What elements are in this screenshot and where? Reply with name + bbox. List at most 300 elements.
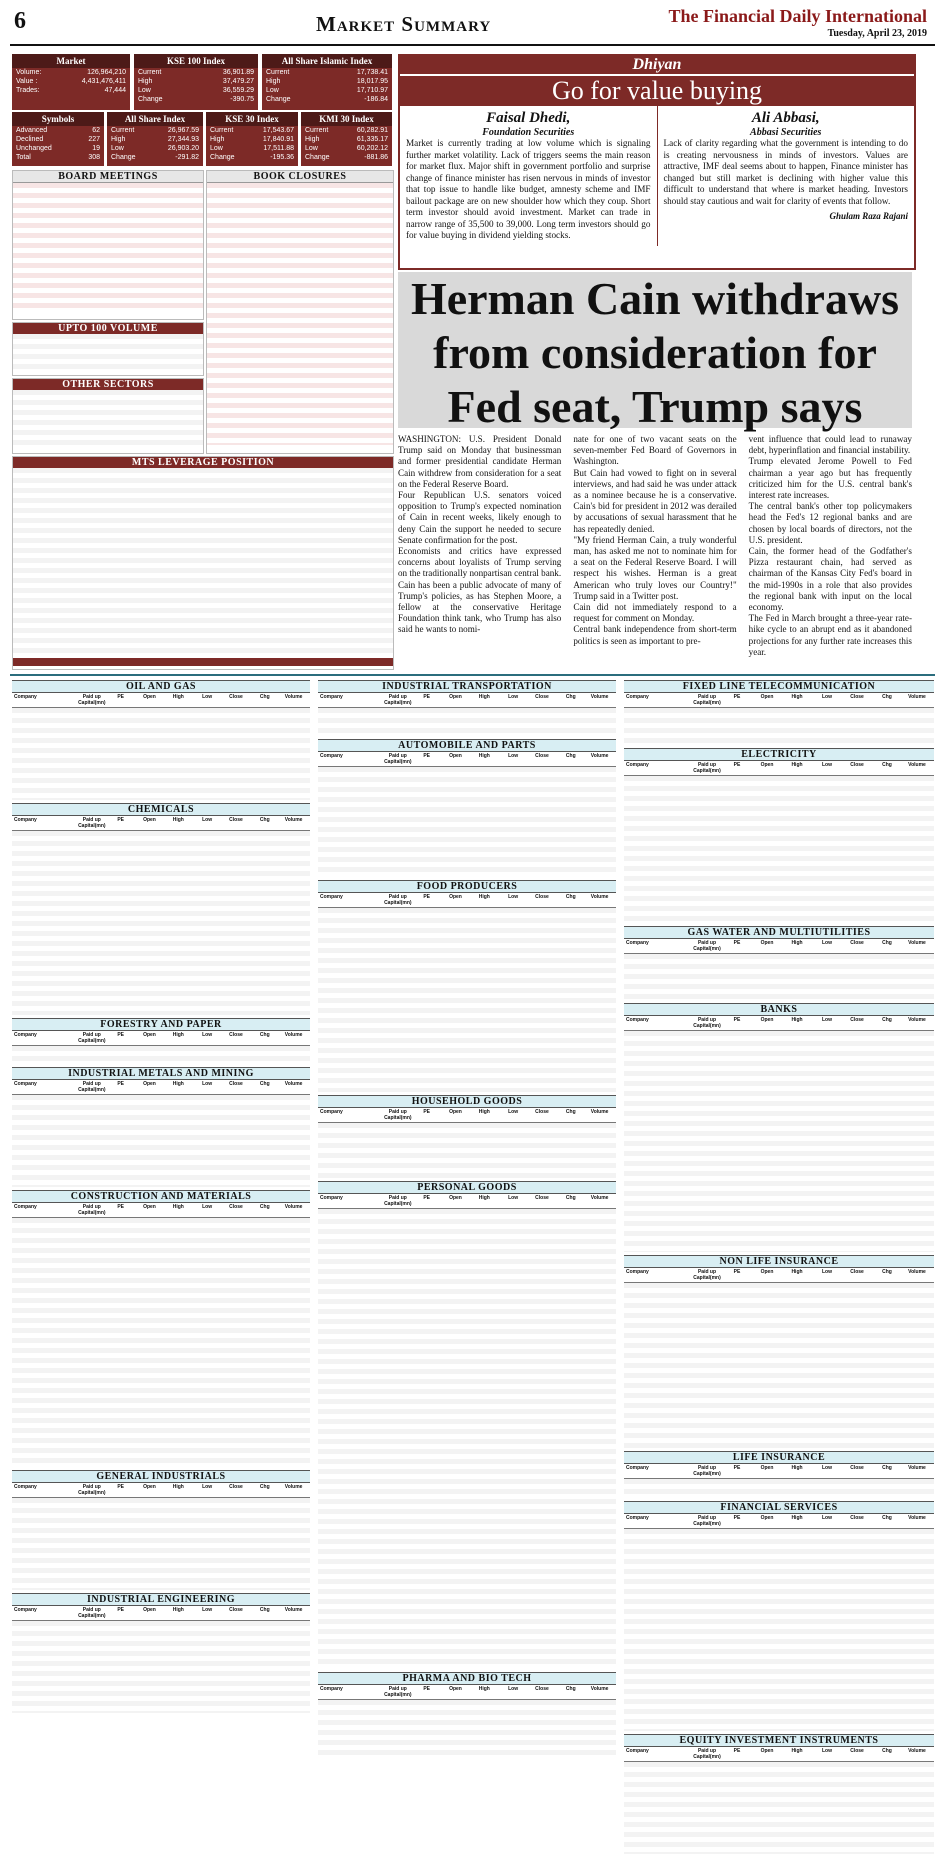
column-label: PE [733, 694, 741, 700]
mts-leverage-table [12, 456, 394, 670]
sector-column-1 [12, 680, 310, 1716]
market-row: Value : 4,431,476,411 [16, 78, 126, 85]
column-label: PE [423, 1686, 430, 1693]
column-label: Company [320, 893, 343, 900]
column-label: PE [733, 939, 741, 946]
sector-title: FINANCIAL SERVICES [624, 1501, 934, 1514]
column-label: Low [202, 1483, 213, 1490]
symbols-row: Advanced 62 [16, 127, 100, 134]
sector-title: GENERAL INDUSTRIALS [12, 1470, 310, 1483]
sector-table [624, 748, 934, 923]
sector-rows [12, 1046, 310, 1064]
column-label: High [172, 1483, 184, 1490]
column-label: Paid up Capital(mn) [384, 752, 412, 765]
kse100-row: Change -390.75 [138, 96, 254, 103]
column-label: Paid up Capital(mn) [693, 761, 721, 774]
column-label: Close [850, 1016, 864, 1023]
column-label: Company [320, 1686, 343, 1693]
sector-column-header [318, 752, 616, 767]
column-label: Chg [259, 694, 270, 700]
column-label: High [478, 1686, 490, 1693]
column-label: Low [822, 939, 832, 946]
symbols-row: Total 308 [16, 154, 100, 161]
column-label: Volume [908, 1268, 926, 1275]
sector-column-header [12, 1080, 310, 1095]
kse100-row: High 37,479.27 [138, 78, 254, 85]
kmi30-row: Current 60,282.91 [305, 127, 388, 134]
column-label: Volume [590, 752, 609, 759]
column-label: PE [733, 1514, 741, 1521]
column-label: Open [143, 1032, 156, 1038]
sector-column-header [12, 1203, 310, 1218]
column-label: Chg [882, 1465, 892, 1472]
column-label: Close [229, 817, 243, 823]
column-label: Volume [590, 1195, 609, 1202]
sector-rows [624, 954, 934, 1000]
symbols-row: Unchanged 19 [16, 145, 100, 152]
column-label: Volume [908, 1748, 926, 1755]
allshare-row: High 27,344.93 [111, 136, 199, 143]
kse30-row: Change -195.36 [210, 154, 294, 161]
column-label: Company [14, 1606, 37, 1613]
market-box-title: Market [12, 54, 130, 68]
column-label: Close [229, 1032, 243, 1038]
column-label: High [791, 761, 803, 768]
column-label: Open [449, 752, 462, 759]
column-label: Paid up Capital(mn) [693, 1748, 721, 1761]
column-label: Low [822, 1268, 832, 1275]
column-label: Volume [908, 1016, 926, 1023]
column-label: Close [535, 694, 549, 700]
sector-title: FOOD PRODUCERS [318, 880, 616, 893]
column-label: High [478, 752, 490, 759]
column-label: Low [822, 1748, 832, 1755]
column-label: Chg [882, 1268, 892, 1275]
column-label: Company [14, 1081, 37, 1088]
column-label: Low [508, 1195, 519, 1202]
column-label: Low [202, 817, 213, 823]
column-label: Paid up Capital(mn) [693, 1514, 721, 1527]
kse100-row: Low 36,559.29 [138, 87, 254, 94]
column-label: Close [229, 694, 243, 700]
column-label: High [478, 893, 490, 900]
column-label: Open [760, 1748, 774, 1755]
sector-rows [318, 1123, 616, 1178]
column-label: Open [760, 694, 774, 700]
column-label: Open [449, 1195, 462, 1202]
sector-rows [12, 1095, 310, 1187]
sector-column-header [318, 1685, 616, 1700]
kse30-box [206, 112, 298, 166]
column-label: Company [320, 1108, 343, 1115]
column-label: PE [117, 694, 124, 700]
sector-title: PHARMA AND BIO TECH [318, 1672, 616, 1685]
column-label: Volume [908, 1514, 926, 1521]
column-label: Volume [908, 939, 926, 946]
column-label: Open [143, 694, 156, 700]
column-label: Low [822, 1514, 832, 1521]
kse100-row: Current 36,901.89 [138, 69, 254, 76]
column-label: Volume [908, 694, 926, 700]
article-headline: Herman Cain withdraws from consideration for Fed seat, Trump says [410, 273, 900, 432]
sector-rows [318, 708, 616, 736]
column-label: Close [229, 1606, 243, 1613]
column-label: PE [117, 1081, 124, 1088]
column-label: Chg [259, 1081, 270, 1088]
sector-column-header [12, 1606, 310, 1621]
sector-table [318, 1181, 616, 1669]
allshare-row: Change -291.82 [111, 154, 199, 161]
column-label: Paid up Capital(mn) [78, 817, 106, 829]
column-label: PE [423, 752, 430, 759]
column-label: Close [535, 1686, 549, 1693]
sector-rows [624, 1283, 934, 1449]
board-meetings-title: BOARD MEETINGS [13, 171, 203, 183]
column-label: Close [535, 1108, 549, 1115]
column-label: Close [850, 694, 864, 700]
newspaper-brand: The Financial Daily International [668, 6, 927, 26]
sector-column-header [12, 1483, 310, 1498]
column-label: Chg [565, 694, 576, 700]
section-title: Market Summary [316, 12, 492, 36]
column-label: Paid up Capital(mn) [78, 1204, 106, 1217]
sector-column-header [624, 1016, 934, 1031]
kse30-row: Current 17,543.67 [210, 127, 294, 134]
column-label: Close [850, 939, 864, 946]
sector-column-header [624, 1268, 934, 1283]
column-label: PE [423, 1108, 430, 1115]
header-rule [10, 44, 935, 46]
dhiyan-right-opinion [658, 106, 915, 246]
sector-rows [318, 908, 616, 1092]
column-label: Paid up Capital(mn) [693, 939, 721, 952]
market-row: Volume: 126,964,210 [16, 69, 126, 76]
column-label: PE [733, 761, 741, 768]
kmi30-box [301, 112, 392, 166]
column-label: Open [760, 1268, 774, 1275]
column-label: PE [733, 1748, 741, 1755]
column-label: Company [14, 817, 37, 823]
dhiyan-left-opinion [400, 106, 658, 246]
column-label: Close [850, 1268, 864, 1275]
sector-title: NON LIFE INSURANCE [624, 1255, 934, 1268]
allshare-islamic-row: Low 17,710.97 [266, 87, 388, 94]
mts-total-bar [13, 658, 393, 666]
column-label: Paid up Capital(mn) [693, 694, 721, 706]
column-label: Chg [882, 761, 892, 768]
column-label: PE [423, 1195, 430, 1202]
sector-title: HOUSEHOLD GOODS [318, 1095, 616, 1108]
column-label: Low [508, 893, 519, 900]
sector-table [12, 803, 310, 1015]
column-label: High [172, 1081, 184, 1088]
symbols-title: Symbols [12, 112, 104, 126]
column-label: Low [822, 761, 832, 768]
sector-table [12, 1067, 310, 1187]
column-label: Open [143, 1606, 156, 1613]
column-label: High [478, 1195, 490, 1202]
column-label: PE [117, 1606, 124, 1613]
column-label: Low [508, 1108, 519, 1115]
column-label: Volume [284, 1032, 303, 1038]
column-label: Paid up Capital(mn) [384, 1686, 412, 1699]
column-label: Chg [259, 1204, 270, 1211]
sector-table [318, 1095, 616, 1178]
column-label: High [172, 1204, 184, 1211]
column-label: Volume [284, 694, 303, 700]
column-label: PE [423, 893, 430, 900]
sector-table [12, 1470, 310, 1590]
column-label: Company [626, 1016, 649, 1023]
column-label: High [172, 1606, 184, 1613]
column-label: Open [143, 1483, 156, 1490]
sector-table [624, 1003, 934, 1252]
column-label: Company [320, 1195, 343, 1202]
column-label: PE [733, 1268, 741, 1275]
column-label: Close [535, 752, 549, 759]
sector-table [624, 1451, 934, 1497]
kse30-row: Low 17,511.88 [210, 145, 294, 152]
column-label: Paid up Capital(mn) [78, 1032, 106, 1044]
column-label: Close [535, 1195, 549, 1202]
issue-date: Tuesday, April 23, 2019 [827, 28, 927, 39]
column-label: Volume [284, 1606, 303, 1613]
sector-rows [12, 831, 310, 1015]
dhiyan-box [398, 54, 916, 270]
column-label: Company [626, 1465, 649, 1472]
column-label: Low [508, 1686, 519, 1693]
sector-column-header [624, 1747, 934, 1762]
column-label: High [791, 1268, 803, 1275]
sector-title: CHEMICALS [12, 803, 310, 816]
column-label: Low [508, 694, 519, 700]
page-number: 6 [14, 8, 26, 34]
column-label: Volume [590, 1108, 609, 1115]
sector-column-header [12, 1031, 310, 1046]
column-label: Open [143, 1081, 156, 1088]
allshare-row: Low 26,903.20 [111, 145, 199, 152]
sector-rows [12, 1498, 310, 1590]
column-label: Volume [284, 1081, 303, 1088]
column-label: Volume [908, 1465, 926, 1472]
sector-table [318, 880, 616, 1092]
column-label: Paid up Capital(mn) [384, 893, 412, 906]
sector-title: LIFE INSURANCE [624, 1451, 934, 1464]
byline: Ghulam Raza Rajani [829, 211, 908, 221]
column-label: Company [320, 752, 343, 759]
column-label: PE [733, 1016, 741, 1023]
sector-rows [624, 776, 934, 923]
sector-title: INDUSTRIAL ENGINEERING [12, 1593, 310, 1606]
column-label: Company [14, 1483, 37, 1490]
sector-table [624, 926, 934, 1000]
column-label: Low [508, 752, 519, 759]
article-column-2: nate for one of two vacant seats on the seven-member Fed Board of Governors in Washington. But Cain had vowed to fight on in several interviews, and had said he was under attack as a nominee because he is a conservative. Cain's bid for president in 2012 was derailed by accusations of sexual harassment that he has repeatedly denied. "My friend Herman Cain, a truly wonderful man, has asked me not to nominate him for a seat on the Federal Reserve Board. I will respect his wishes. Herman is a great American who truly loves our Country!" Trump said in a Twitter post. Cain did not immediately respond to a request for comment on Monday. Central bank independence from short-term politics is seen as important to pre- [573, 434, 737, 646]
right-author: Ali Abbasi, [751, 110, 820, 126]
sector-column-3 [624, 680, 934, 1857]
sector-title: FIXED LINE TELECOMMUNICATION [624, 680, 934, 693]
other-sectors-table [12, 378, 204, 454]
sector-rows [12, 1218, 310, 1466]
board-meetings-rows [13, 183, 203, 311]
column-label: PE [117, 1032, 124, 1038]
sector-table [318, 680, 616, 736]
column-label: Close [229, 1081, 243, 1088]
sector-column-header [624, 693, 934, 708]
column-label: Paid up Capital(mn) [78, 1483, 106, 1496]
kse100-title: KSE 100 Index [134, 54, 258, 68]
left-text: Market is currently trading at low volume which is signaling further market volatility. Lack of triggers seems the main reason for market flux. Major shift in government portfolio and surprise change of finance minister has risen nervous in minds of investor that top issue to handle like budget, amnesty scheme and IMF bailout package are on new shoulder how which they coup. Short term investor should avoid investment. Market can trade in narrow range of 35,500 to 39,000. Long term investors should go for value buying in dividend yielding stocks. [406, 138, 651, 240]
column-label: Volume [590, 1686, 609, 1693]
column-label: Open [760, 761, 774, 768]
column-label: Chg [259, 1032, 270, 1038]
sector-title: CONSTRUCTION AND MATERIALS [12, 1190, 310, 1203]
column-label: Paid up Capital(mn) [384, 1108, 412, 1121]
sector-table [624, 1501, 934, 1731]
column-label: Company [14, 1032, 37, 1038]
sector-column-header [624, 939, 934, 954]
market-box [12, 54, 130, 110]
upto100-table [12, 322, 204, 376]
other-sectors-title: OTHER SECTORS [13, 379, 203, 390]
mts-leverage-title: MTS LEVERAGE POSITION [13, 457, 393, 468]
sector-rows [12, 1621, 310, 1713]
sector-table [318, 1672, 616, 1755]
right-text: Lack of clarity regarding what the government is intending to do is creating nervousness in minds of investors. Values are attractive, IMF deal seems about to happen, Finance minister has changed but still market is declining with higher value this difficult to understand that where is market heading. Investors should stay cautious and wait for clarity of events that follow. [663, 138, 908, 206]
sector-column-header [318, 693, 616, 708]
sector-title: PERSONAL GOODS [318, 1181, 616, 1194]
dhiyan-title: Go for value buying [400, 74, 914, 106]
sector-column-header [318, 893, 616, 908]
column-label: Open [449, 893, 462, 900]
column-label: Low [202, 1606, 213, 1613]
sector-divider [10, 674, 935, 676]
upto100-rows [13, 334, 203, 372]
article-body [398, 434, 912, 670]
column-label: Low [202, 1204, 213, 1211]
column-label: Paid up Capital(mn) [693, 1016, 721, 1029]
column-label: Company [626, 761, 649, 768]
column-label: Chg [259, 817, 270, 823]
column-label: Paid up Capital(mn) [78, 1081, 106, 1094]
mts-leverage-rows [13, 468, 393, 658]
other-sectors-rows [13, 390, 203, 450]
dhiyan-label: Dhiyan [400, 56, 914, 74]
column-label: High [791, 694, 803, 700]
column-label: Chg [259, 1483, 270, 1490]
column-label: PE [423, 694, 430, 700]
sector-column-header [318, 1194, 616, 1209]
sector-column-header [318, 1108, 616, 1123]
sector-table [12, 1593, 310, 1713]
sector-table [624, 1255, 934, 1449]
column-label: Company [626, 1514, 649, 1521]
sector-rows [318, 767, 616, 877]
column-label: Close [535, 893, 549, 900]
allshare-islamic-row: Current 17,738.41 [266, 69, 388, 76]
column-label: Company [626, 939, 649, 946]
column-label: Low [202, 1081, 213, 1088]
column-label: Chg [259, 1606, 270, 1613]
column-label: High [791, 939, 803, 946]
column-label: Paid up Capital(mn) [78, 694, 106, 706]
sector-column-header [12, 693, 310, 708]
sector-rows [624, 708, 934, 745]
sector-title: INDUSTRIAL TRANSPORTATION [318, 680, 616, 693]
column-label: Chg [882, 1748, 892, 1755]
column-label: Paid up Capital(mn) [693, 1465, 721, 1478]
column-label: Low [822, 694, 832, 700]
column-label: Volume [284, 1204, 303, 1211]
column-label: Open [449, 1686, 462, 1693]
column-label: Open [760, 939, 774, 946]
column-label: Close [850, 761, 864, 768]
kmi30-title: KMI 30 Index [301, 112, 392, 126]
column-label: Low [822, 1016, 832, 1023]
column-label: High [791, 1016, 803, 1023]
board-meetings-table [12, 170, 204, 320]
sector-table [624, 1734, 934, 1854]
sector-column-2 [318, 680, 616, 1758]
kse30-row: High 17,840.91 [210, 136, 294, 143]
book-closures-rows [207, 183, 393, 445]
column-label: Close [229, 1204, 243, 1211]
column-label: High [478, 694, 490, 700]
column-label: High [791, 1465, 803, 1472]
column-label: Chg [565, 1195, 576, 1202]
symbols-box [12, 112, 104, 166]
column-label: High [478, 1108, 490, 1115]
column-label: Volume [590, 893, 609, 900]
sector-rows [624, 1031, 934, 1252]
book-closures-title: BOOK CLOSURES [207, 171, 393, 183]
column-label: Volume [590, 694, 609, 700]
column-label: Open [760, 1016, 774, 1023]
kmi30-row: Low 60,202.12 [305, 145, 388, 152]
sector-title: BANKS [624, 1003, 934, 1016]
allshare-islamic-row: Change -186.84 [266, 96, 388, 103]
column-label: Chg [565, 1686, 576, 1693]
column-label: Low [202, 694, 213, 700]
sector-table [12, 1018, 310, 1064]
allshare-islamic-box [262, 54, 392, 110]
sector-table [318, 739, 616, 877]
column-label: Company [14, 694, 37, 700]
sector-column-header [624, 1464, 934, 1479]
sector-title: GAS WATER AND MULTIUTILITIES [624, 926, 934, 939]
sector-table [12, 680, 310, 800]
kmi30-row: High 61,335.17 [305, 136, 388, 143]
column-label: Chg [882, 1016, 892, 1023]
column-label: Close [850, 1748, 864, 1755]
kse100-box [134, 54, 258, 110]
allshare-islamic-row: High 18,017.95 [266, 78, 388, 85]
column-label: Open [143, 1204, 156, 1211]
column-label: Open [449, 694, 462, 700]
column-label: PE [117, 1204, 124, 1211]
allshare-title: All Share Index [107, 112, 203, 126]
sector-column-header [624, 761, 934, 776]
column-label: Company [626, 1268, 649, 1275]
sector-title: OIL AND GAS [12, 680, 310, 693]
allshare-islamic-title: All Share Islamic Index [262, 54, 392, 68]
sector-column-header [12, 816, 310, 831]
column-label: High [172, 817, 184, 823]
sector-rows [12, 708, 310, 800]
column-label: Paid up Capital(mn) [693, 1268, 721, 1281]
column-label: PE [117, 817, 124, 823]
column-label: Close [229, 1483, 243, 1490]
